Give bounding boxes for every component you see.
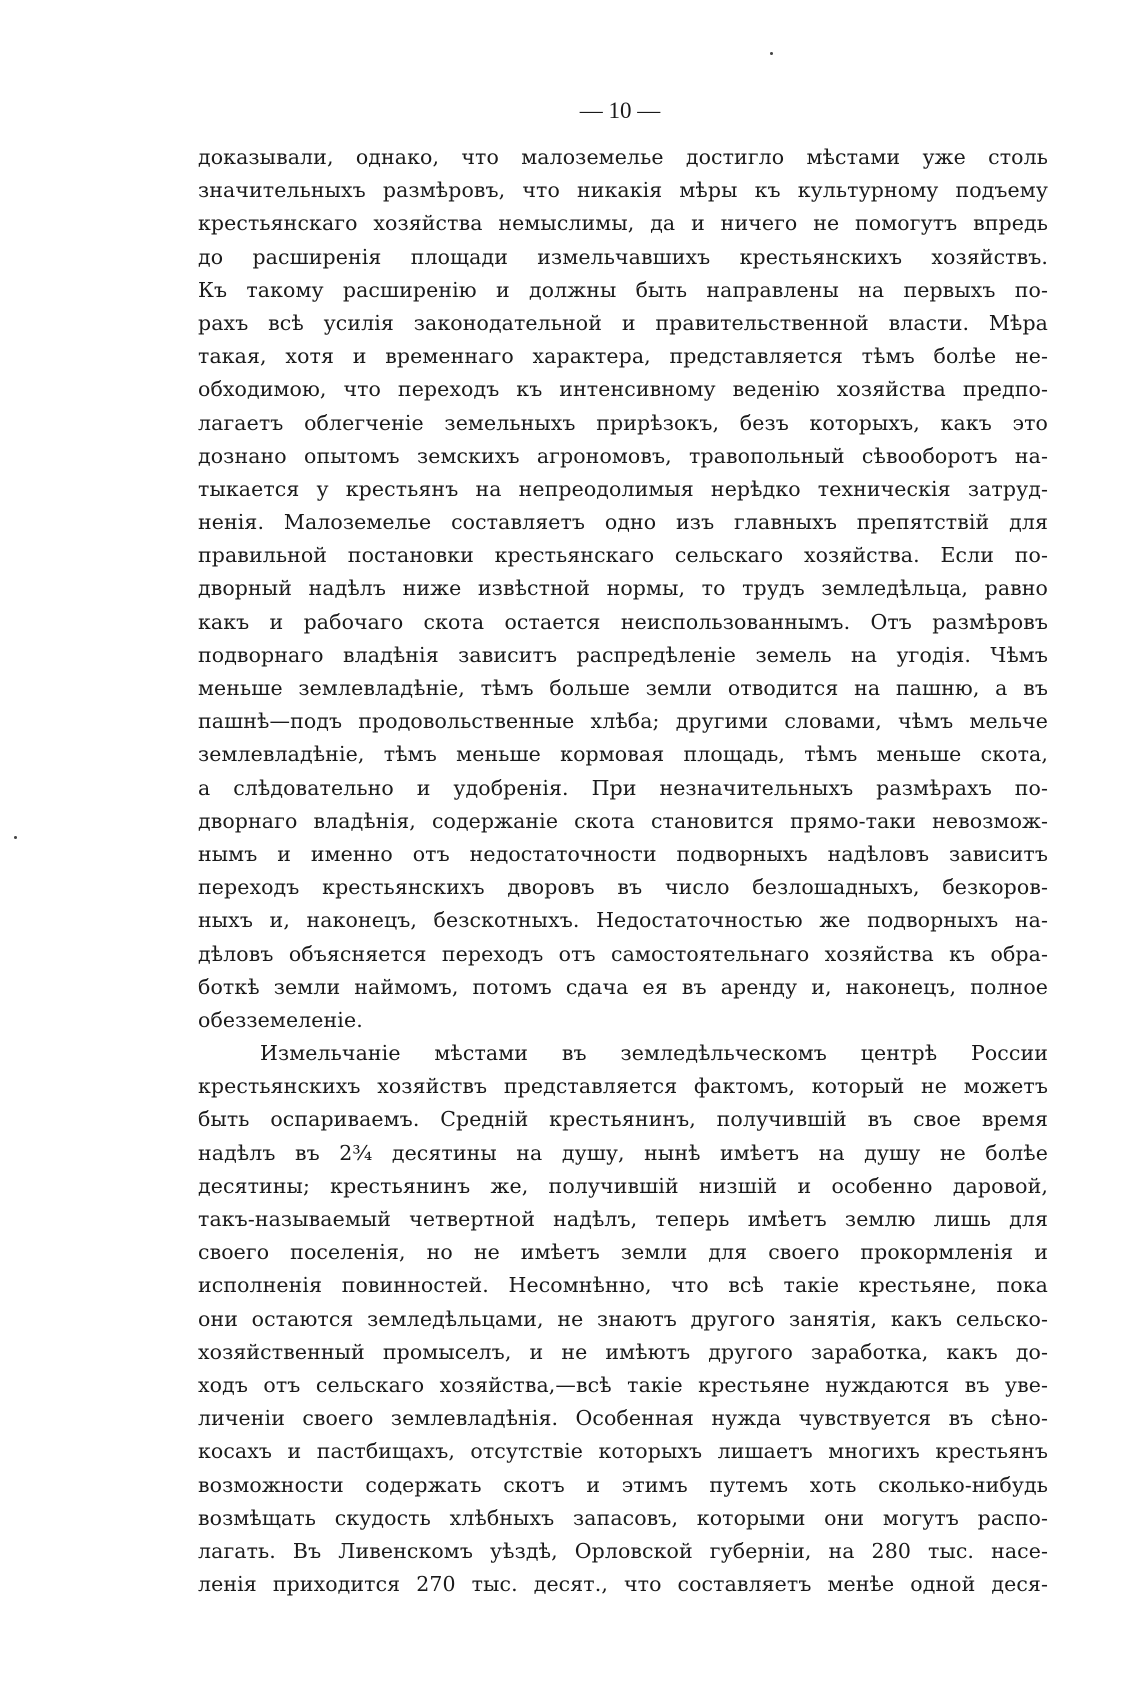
text-line: переходъ крестьянскихъ дворовъ въ число безлошадныхъ, безкоров-	[198, 875, 1048, 900]
text-line: меньше землевладѣніе, тѣмъ больше земли отводится на пашню, а въ	[198, 676, 1048, 700]
text-line: десятины; крестьянинъ же, получившій низшій и особенно даровой,	[198, 1173, 1048, 1198]
text-line: ленія приходится 270 тыс. десят., что составляетъ менѣе одной деся-	[198, 1572, 1048, 1597]
paper-speck	[14, 836, 17, 839]
text-line: ходъ отъ сельскаго хозяйства,—всѣ такіе крестьяне нуждаются въ уве-	[198, 1372, 1048, 1397]
text-line: дознано опытомъ земскихъ агрономовъ, травопольный сѣвооборотъ на-	[198, 443, 1048, 468]
text-line: до расширенія площади измельчавшихъ крестьянскихъ хозяйствъ.	[198, 244, 1048, 269]
text-line: возможности содержать скотъ и этимъ путемъ хоть сколько-нибудь	[198, 1472, 1048, 1497]
text-line: тыкается у крестьянъ на непреодолимыя нерѣдко техническія затруд-	[198, 476, 1048, 501]
text-line: значительныхъ размѣровъ, что никакія мѣры къ культурному подъему	[198, 178, 1048, 203]
text-line: такая, хотя и временнаго характера, представляется тѣмъ болѣе не-	[198, 344, 1048, 369]
text-line: быть оспариваемъ. Средній крестьянинъ, получившій въ свое время	[198, 1107, 1048, 1132]
page-number: — 10 —	[579, 98, 661, 123]
body-text	[198, 141, 1048, 1601]
paragraph-end-line: обезземеленіе.	[198, 1007, 363, 1032]
text-line: подворнаго владѣнія зависитъ распредѣленіе земель на угодія. Чѣмъ	[198, 642, 1048, 667]
text-line: такъ-называемый четвертной надѣлъ, теперь имѣетъ землю лишь для	[198, 1207, 1048, 1231]
text-line: возмѣщать скудость хлѣбныхъ запасовъ, которыми они могутъ распо-	[198, 1505, 1048, 1530]
paragraph-start-line: Измельчаніе мѣстами въ земледѣльческомъ центрѣ России	[260, 1041, 1048, 1066]
text-line: они остаются земледѣльцами, не знаютъ другого занятія, какъ сельско-	[198, 1306, 1048, 1331]
text-line: дворный надѣлъ ниже извѣстной нормы, то трудъ земледѣльца, равно	[198, 576, 1048, 601]
text-line: рахъ всѣ усилія законодательной и правительственной власти. Мѣра	[198, 310, 1048, 335]
text-line: своего поселенія, но не имѣетъ земли для своего прокормленія и	[198, 1240, 1048, 1265]
text-line: правильной постановки крестьянскаго сельскаго хозяйства. Если по-	[198, 543, 1048, 568]
text-line: исполненія повинностей. Несомнѣнно, что всѣ такіе крестьяне, пока	[198, 1273, 1048, 1298]
text-line: боткѣ земли наймомъ, потомъ сдача ея въ аренду и, наконецъ, полное	[198, 974, 1048, 999]
text-line: лагать. Въ Ливенскомъ уѣздѣ, Орловской губерніи, на 280 тыс. насе-	[198, 1538, 1048, 1563]
text-line: лагаетъ облегченіе земельныхъ прирѣзокъ, безъ которыхъ, какъ это	[198, 410, 1048, 435]
text-line: крестьянскихъ хозяйствъ представляется фактомъ, который не можетъ	[198, 1074, 1048, 1099]
text-line: обходимою, что переходъ къ интенсивному веденію хозяйства предпо-	[198, 377, 1048, 402]
text-line: косахъ и пастбищахъ, отсутствіе которыхъ лишаетъ многихъ крестьянъ	[198, 1439, 1048, 1464]
text-line: ныхъ и, наконецъ, безскотныхъ. Недостаточностью же подворныхъ на-	[198, 908, 1048, 933]
paper-speck	[770, 52, 773, 55]
text-line: какъ и рабочаго скота остается неиспользованнымъ. Отъ размѣровъ	[198, 609, 1048, 634]
text-line: дворнаго владѣнія, содержаніе скота становится прямо-таки невозмож-	[198, 808, 1048, 833]
text-line: пашнѣ—подъ продовольственные хлѣба; другими словами, чѣмъ мельче	[198, 709, 1048, 734]
text-line: землевладѣніе, тѣмъ меньше кормовая площадь, тѣмъ меньше скота,	[198, 742, 1048, 767]
text-line: личеніи своего землевладѣнія. Особенная нужда чувствуется въ сѣно-	[198, 1406, 1048, 1431]
text-line: хозяйственный промыселъ, и не имѣютъ другого заработка, какъ до-	[198, 1339, 1048, 1364]
text-line: надѣлъ въ 2¾ десятины на душу, нынѣ имѣетъ на душу не болѣе	[198, 1140, 1048, 1165]
text-line: крестьянскаго хозяйства немыслимы, да и ничего не помогутъ впредь	[198, 211, 1048, 236]
text-line: а слѣдовательно и удобренія. При незначительныхъ размѣрахъ по-	[198, 775, 1048, 800]
text-line: нымъ и именно отъ недостаточности подворныхъ надѣловъ зависитъ	[198, 841, 1048, 866]
text-line: Къ такому расширенію и должны быть направлены на первыхъ по-	[198, 277, 1048, 302]
text-line: доказывали, однако, что малоземелье достигло мѣстами уже столь	[198, 145, 1048, 169]
text-line: дѣловъ объясняется переходъ отъ самостоятельнаго хозяйства къ обра-	[198, 941, 1048, 966]
text-line: ненія. Малоземелье составляетъ одно изъ главныхъ препятствій для	[198, 510, 1048, 535]
